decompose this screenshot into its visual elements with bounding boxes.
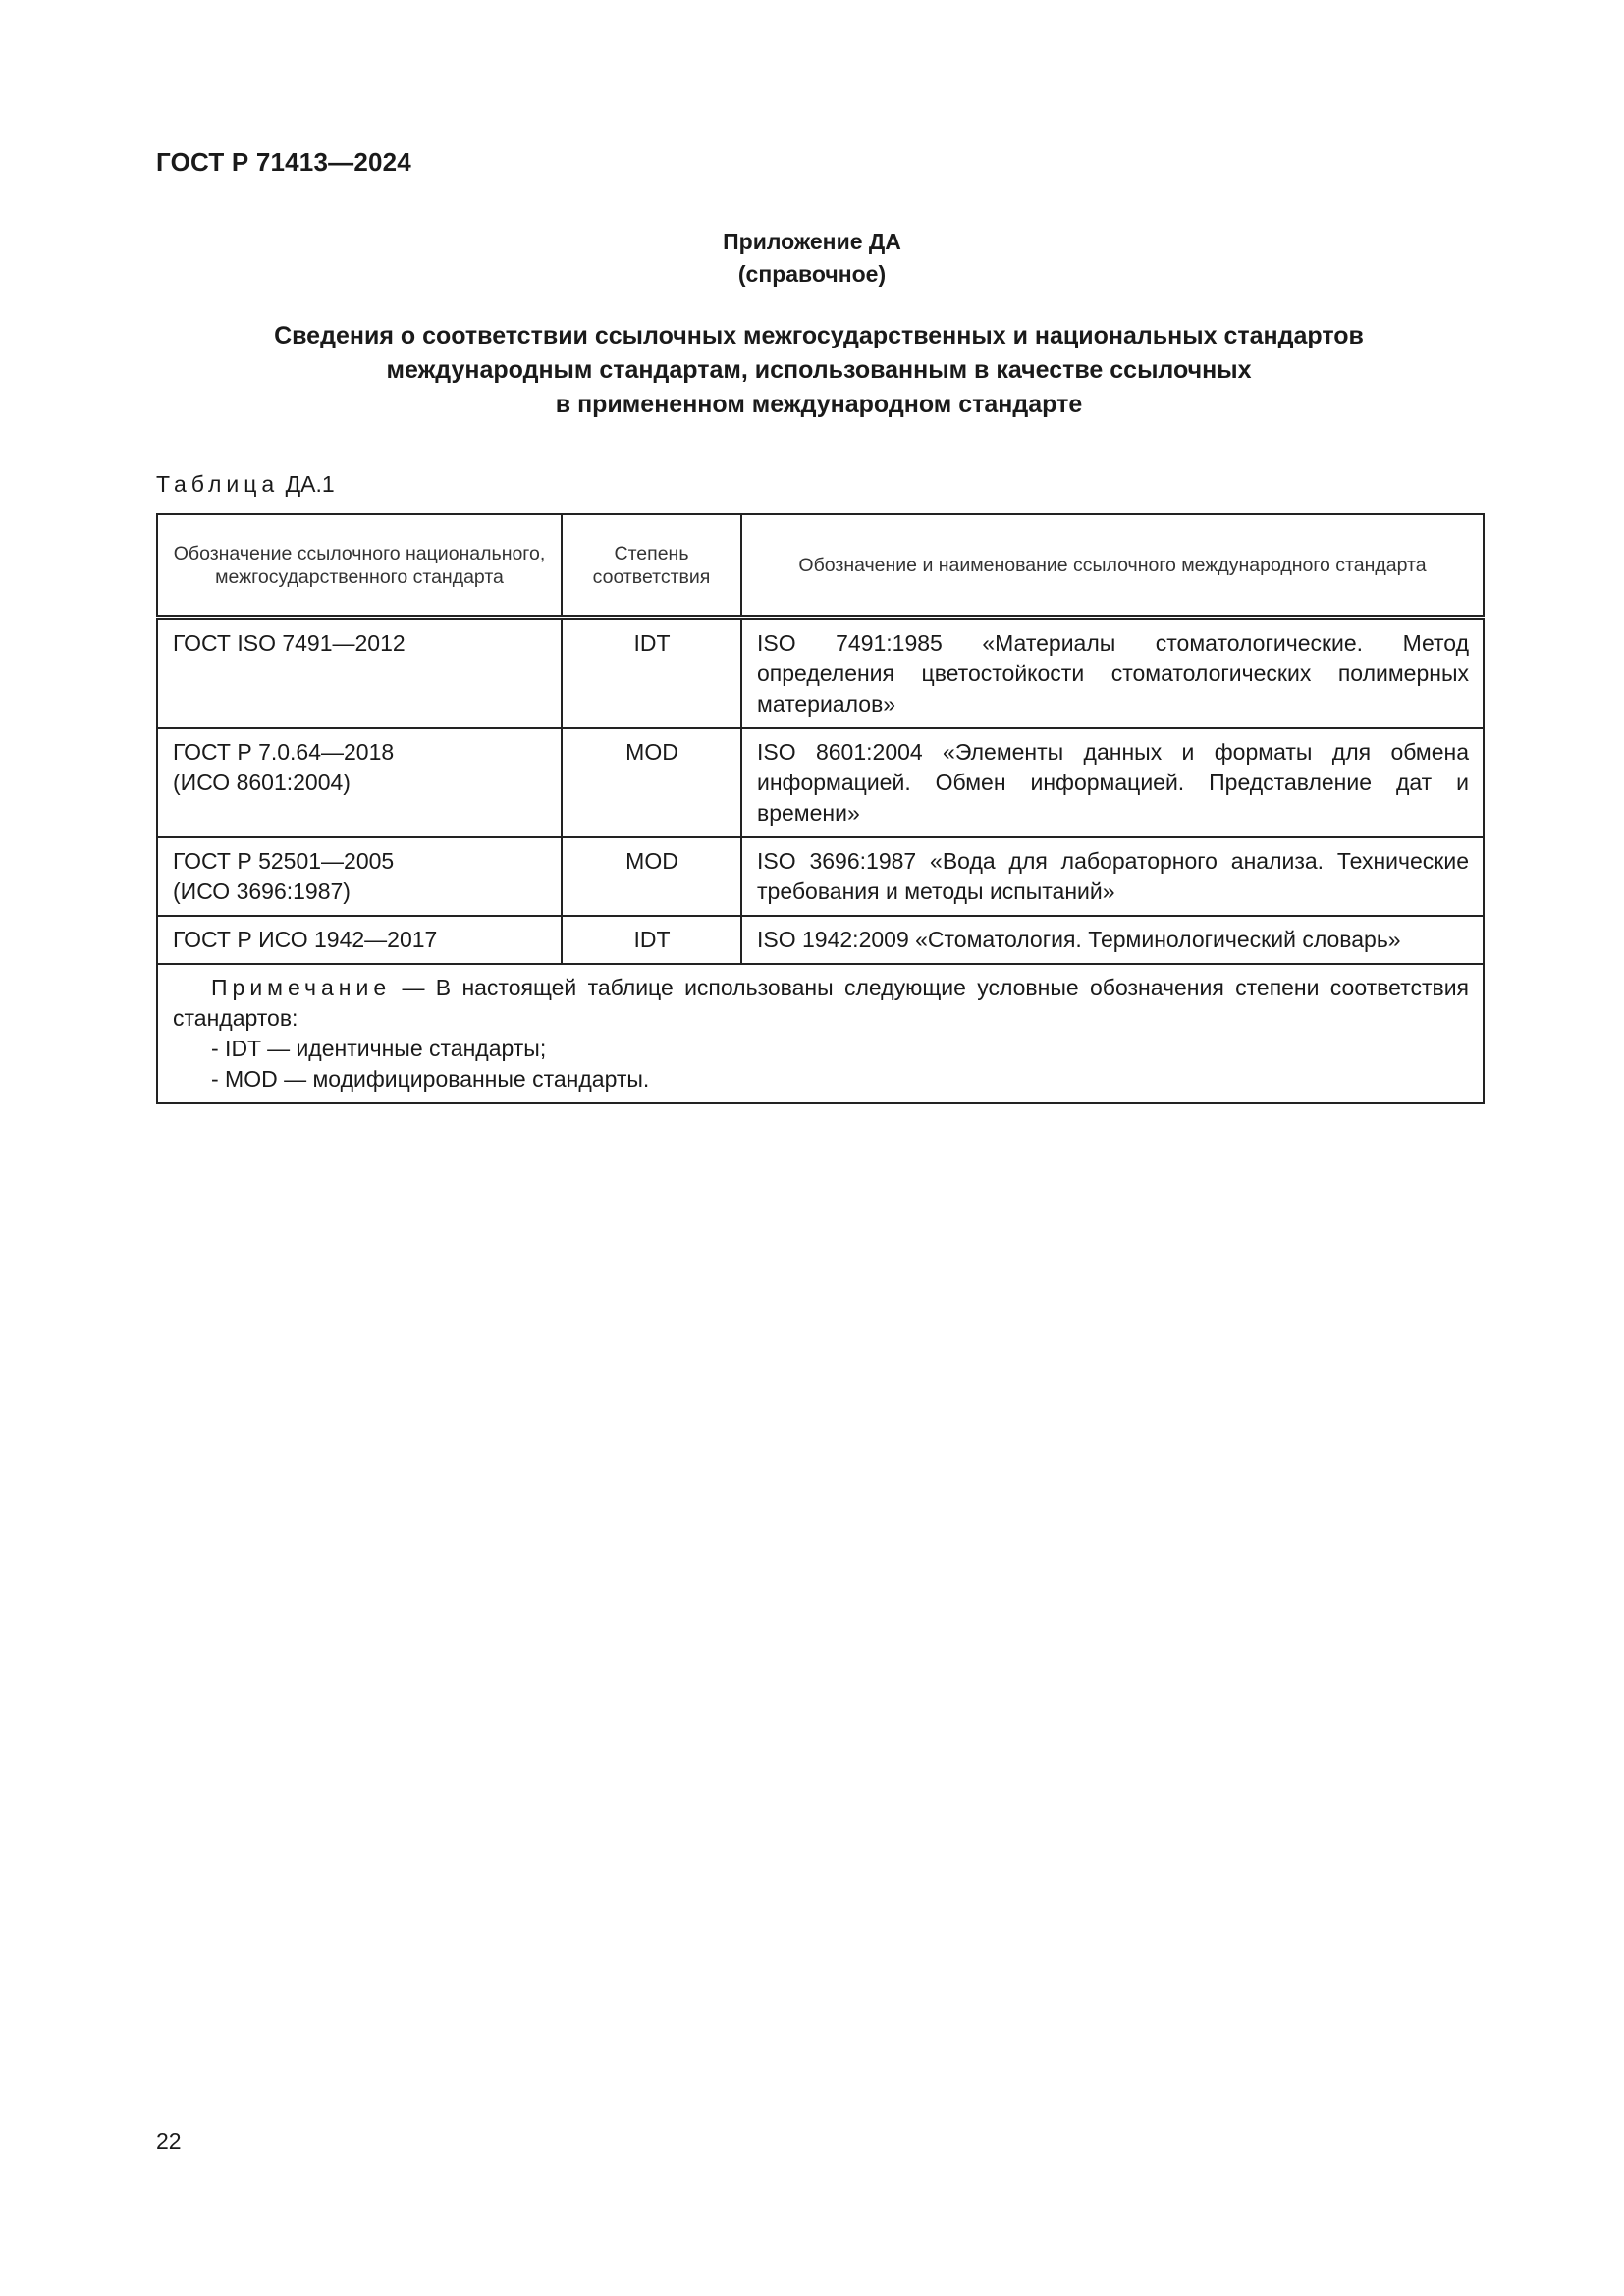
degree-cell: IDT xyxy=(562,916,741,964)
note-item-mod: - MOD — модифицированные стандарты. xyxy=(211,1066,650,1092)
section-title-line-3: в примененном международном стандарте xyxy=(555,391,1083,418)
international-standard-cell: ISO 7491:1985 «Материалы стоматологические. Метод определения цветостойкости стоматологических полимерных материалов» xyxy=(741,618,1484,729)
column-header-degree: Степень соответствия xyxy=(562,514,741,618)
note-item-idt: - IDT — идентичные стандарты; xyxy=(211,1036,547,1061)
national-standard-cell xyxy=(157,837,562,916)
table-row xyxy=(157,837,1484,916)
table-row xyxy=(157,916,1484,964)
table-header-row xyxy=(157,514,1484,618)
table-note-row xyxy=(157,964,1484,1103)
degree-cell: MOD xyxy=(562,837,741,916)
note-body: — В настоящей таблице использованы следующие условные обозначения степени соответствия стандартов: xyxy=(173,975,1469,1031)
table-caption-id: ДА.1 xyxy=(285,471,335,497)
national-standard-equivalent: (ИСО 3696:1987) xyxy=(173,879,351,904)
international-standard-cell: ISO 3696:1987 «Вода для лабораторного анализа. Технические требования и методы испытаний» xyxy=(741,837,1484,916)
standards-correspondence-table xyxy=(156,513,1485,1104)
section-title xyxy=(156,319,1482,422)
appendix-title: Приложение ДА xyxy=(723,229,901,254)
page-number: 22 xyxy=(156,2128,182,2154)
column-header-national-standard: Обозначение ссылочного национального, межгосударственного стандарта xyxy=(157,514,562,618)
note-label: Примечание xyxy=(211,975,392,1000)
table-row xyxy=(157,618,1484,729)
table-caption xyxy=(156,471,335,498)
national-standard-cell xyxy=(157,916,562,964)
national-standard-designation: ГОСТ ISO 7491—2012 xyxy=(173,630,406,656)
column-header-international-standard: Обозначение и наименование ссылочного международного стандарта xyxy=(741,514,1484,618)
national-standard-cell xyxy=(157,618,562,729)
degree-cell: IDT xyxy=(562,618,741,729)
national-standard-designation: ГОСТ Р 7.0.64—2018 xyxy=(173,739,395,765)
note-text xyxy=(173,973,1469,1034)
table-note xyxy=(157,964,1484,1103)
national-standard-designation: ГОСТ Р 52501—2005 xyxy=(173,848,395,874)
section-title-line-1: Сведения о соответствии ссылочных межгосударственных и национальных стандартов xyxy=(274,322,1364,349)
degree-cell: MOD xyxy=(562,728,741,837)
national-standard-equivalent: (ИСО 8601:2004) xyxy=(173,770,351,795)
appendix-heading xyxy=(0,226,1624,291)
appendix-subtitle: (справочное) xyxy=(737,261,887,287)
document-id: ГОСТ Р 71413—2024 xyxy=(156,147,411,177)
international-standard-cell: ISO 1942:2009 «Стоматология. Терминологический словарь» xyxy=(741,916,1484,964)
table-caption-word: Таблица xyxy=(156,471,280,497)
national-standard-cell xyxy=(157,728,562,837)
national-standard-designation: ГОСТ Р ИСО 1942—2017 xyxy=(173,927,438,952)
international-standard-cell: ISO 8601:2004 «Элементы данных и форматы для обмена информацией. Обмен информацией. Представление дат и времени» xyxy=(741,728,1484,837)
section-title-line-2: международным стандартам, использованным в качестве ссылочных xyxy=(386,356,1252,384)
table-row xyxy=(157,728,1484,837)
